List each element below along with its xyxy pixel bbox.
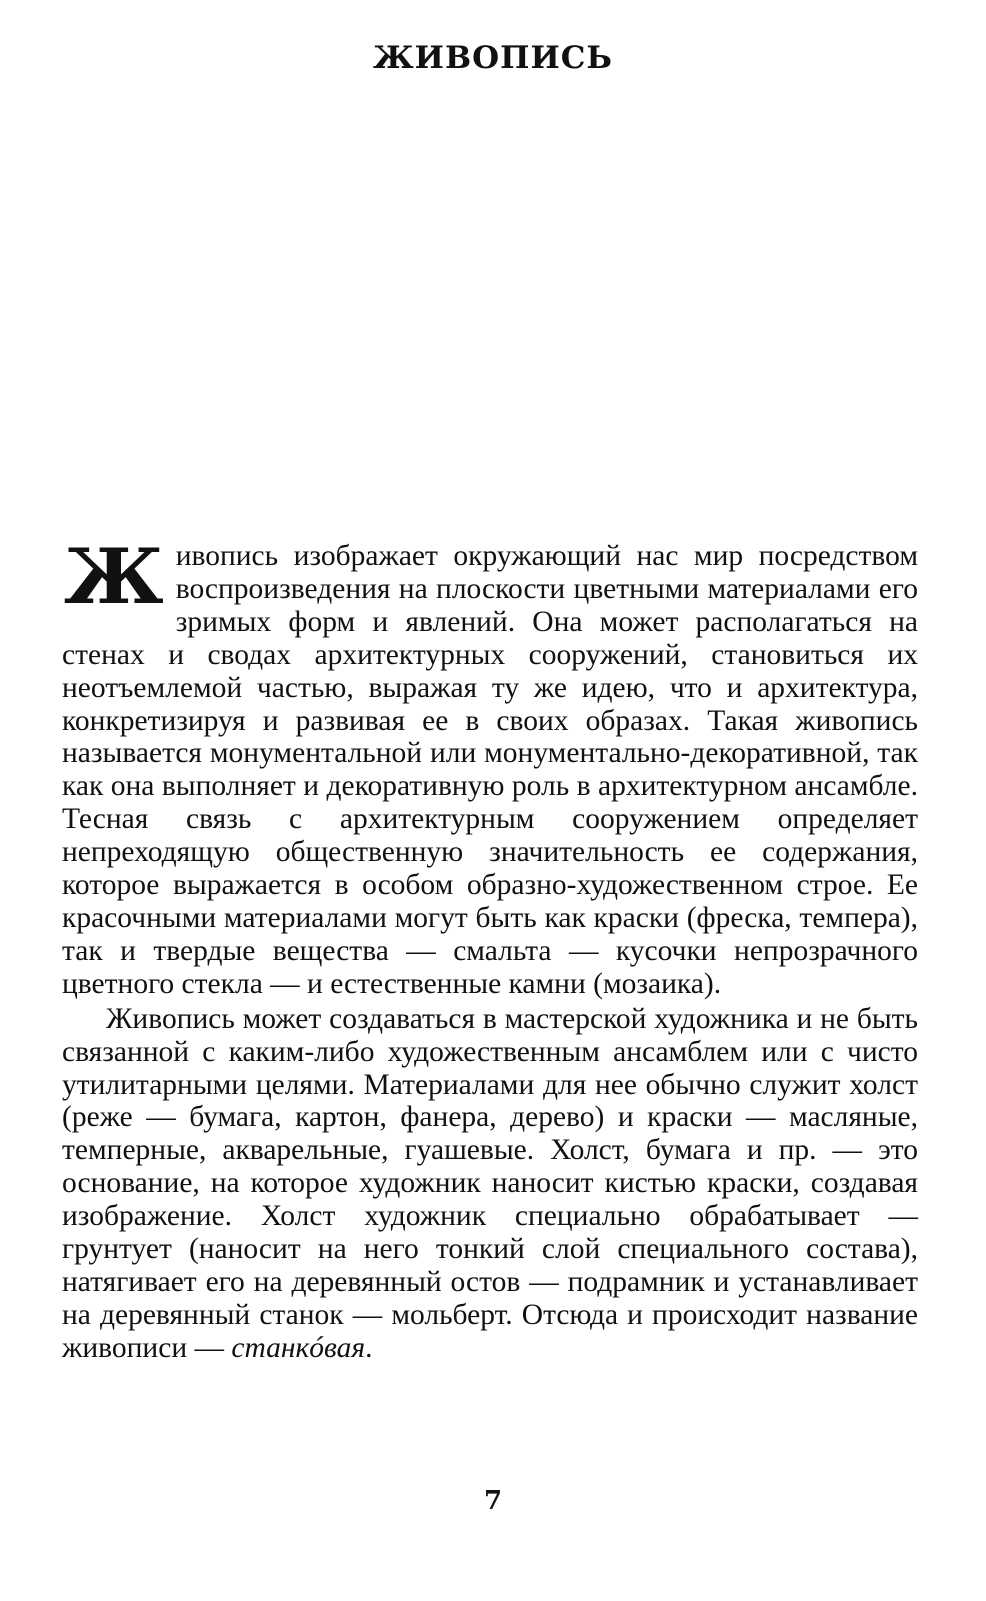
paragraph-2-ending: . xyxy=(365,1331,373,1364)
paragraph-2 xyxy=(62,1003,918,1365)
paragraph-1-text: ивопись изображает окружающий нас мир посредством воспроизведения на плоскости цветными материалами его зримых форм и явлений. Она может располагаться на стенах и сводах архитектурных сооружений, становиться их неотъемлемой частью, выражая ту же идею, что и архитектура, конкретизируя и развивая ее в своих образах. Такая живопись называется монументальной или монументально-декоративной, так как она выполняет и декоративную роль в архитектурном ансамбле. Тесная связь с архитектурным сооружением определяет непреходящую общественную значительность ее содержания, которое выражается в особом образно-художественном строе. Ее красочными материалами могут быть как краски (фреска, темпера), так и твердые вещества — смальта — кусочки непрозрачного цветного стекла — и естественные камни (мозаика). xyxy=(62,540,918,1000)
drop-cap: Ж xyxy=(64,532,164,621)
italic-term: станкóвая xyxy=(231,1331,366,1364)
chapter-title: ЖИВОПИСЬ xyxy=(373,40,613,76)
paragraph-1 xyxy=(62,532,918,1001)
body-text xyxy=(62,532,918,1365)
paragraph-2-text: Живопись может создаваться в мастерской художника и не быть связанной с каким-либо художественным ансамблем или с чисто утилитарными целями. Материалами для нее обычно служит холст (реже — бумага, картон, фанера, дерево) и краски — масляные, темперные, акварельные, гуашевые. Холст, бумага и пр. — это основание, на которое художник наносит кистью краски, создавая изображение. Холст художник специально обрабатывает — грунтует (наносит на него тонкий слой специального состава), натягивает его на деревянный остов — подрамник и устанавливает на деревянный станок — мольберт. Отсюда и происходит название живописи — xyxy=(62,1002,918,1364)
page-number: 7 xyxy=(483,1486,503,1516)
